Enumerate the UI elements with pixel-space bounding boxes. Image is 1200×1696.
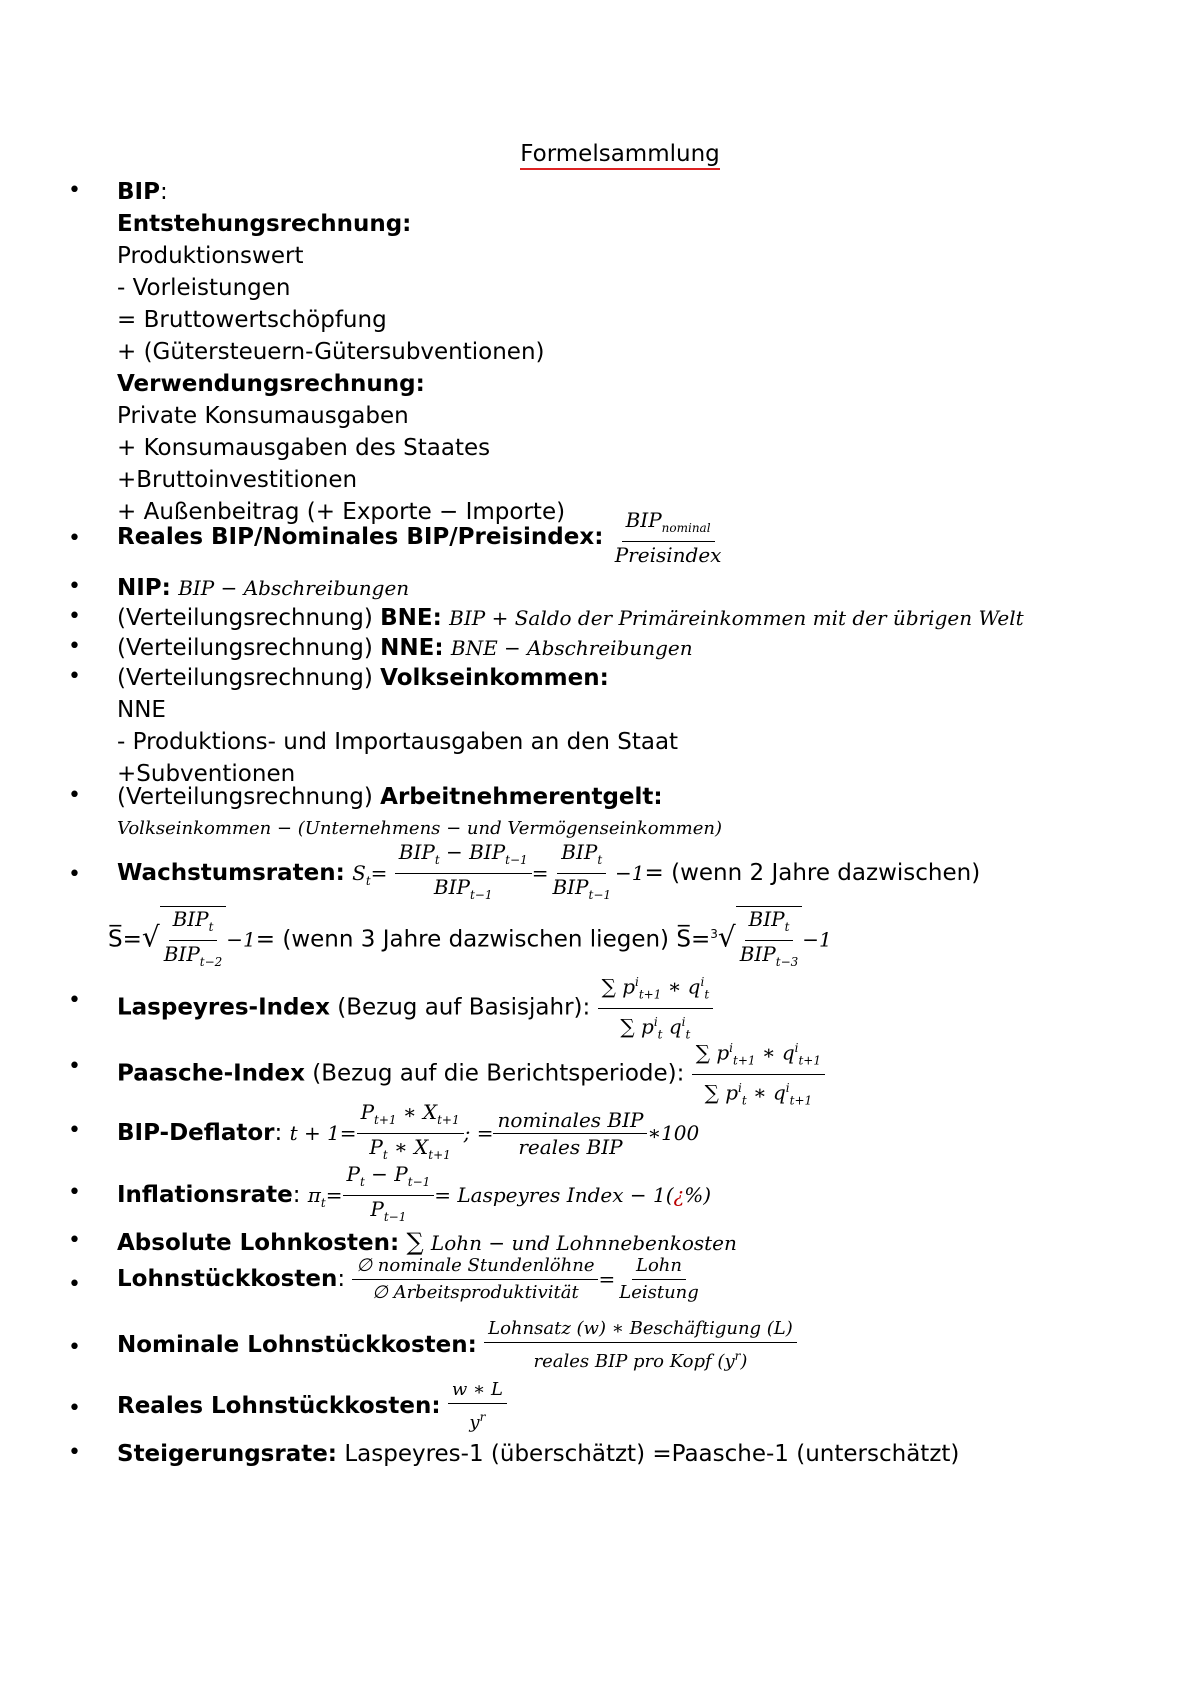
bullet: • bbox=[68, 178, 81, 203]
document-page: Formelsammlung • BIP: Entstehungsrechnung: Produktionswert - Vorleistungen = Bruttowertschöpfung + (Gütersteuern-Gütersubventionen) Verwendungsrechnung: Private Konsumausgaben + Konsumausgaben des Staates +Bruttoinvestitionen + Außenbeitrag (+ Exporte − Importe) • Reales BIP/Nominales BIP/Preisindex: $\frac{BIP_{nominal}}{\text{Preisindex}}$ • NIP: BIP − Abschreibungen • (Verteilungsrechnung) BNE: BIP + Saldo der Primäreinkommen mit der übrigen Welt • (Verteilungsrechnung) NNE: BNE − Abschreibungen • (Verteilungsrechnung) Volkseinkommen: NNE - Produktions- und Importausgaben an den Staat +Subventionen • (Verteilungsrechnung) Arbeitnehmerentgelt: Volkseinkommen − (Unternehmens − und Vermögenseinkommen) • Wachstumsraten: $S_t=$ $\frac{BIP_t - BIP_{t-1}}{BIP_{t-1}}$ = $\frac{BIP_t}{BIP_{t-1}}$ −1= (wenn 2 Jahre dazwischen) S̅=√ $\frac{BIP_t}{BIP_{t-2}}$ −1= (wenn 3 Jahre dazwischen liegen) S̅=$^3$√ $\frac{BIP_t}{BIP_{t-3}}$ −1 • Laspeyres-Index (Bezug auf Basisjahr): $\frac{\sum p^i_{t+1} ∗ q^i_t}{\sum p^i_t q^i_t}$ • Paasche-Index (Bezug auf die Berichtsperiode): $\frac{\sum p^i_{t+1} ∗ q^i_{t+1}}{\sum p^i_t ∗ q^i_{t+1}}$ • BIP-Deflator: t + 1= $\frac{P_{t+1} ∗ X_{t+1}}{P_t ∗ X_{t+1}}$ ; = $\frac{\text{nominales BIP}}{\text{reales BIP}}$ ∗100 • Inflationsrate: $\pi_t=$ $\frac{P_t - P_{t-1}}{P_{t-1}}$ = Laspeyres Index − 1(¿%) • Absolute Lohnkosten: ∑ Lohn − und Lohnnebenkosten • Lohnstückkosten: $\frac{\text{∅ nominale Stundenlöhne}}{\text{∅ Arbeitsproduktivität}}$ = $\frac{\text{Lohn}}{\text{Leistung}}$ • Nominale Lohnstückkosten: $\frac{\text{Lohnsatz (w) ∗ Beschäftigung (L)}}{reales BIP pro Kopf (y^r)}$ • Reales Lohnstückkosten: $\frac{w ∗ L}{y^r}$ • Steigerungsrate: Laspeyres-1 (überschätzt) =Paasche-1 (unterschätzt) bbox=[0, 0, 1200, 1696]
wachstumsraten-item: Wachstumsraten: $S_t=$ $\frac{BIP_t - BIP_{t-1}}{BIP_{t-1}}$ = $\frac{BIP_t}{BIP_{t-1}}$ −1= (wenn 2 Jahre dazwischen) bbox=[117, 840, 981, 902]
lohnstueckkosten-item: Lohnstückkosten: $\frac{\text{∅ nominale Stundenlöhne}}{\text{∅ Arbeitsproduktivität}}$ = $\frac{\text{Lohn}}{\text{Leistung}}$ bbox=[117, 1255, 699, 1303]
laspeyres-item: Laspeyres-Index (Bezug auf Basisjahr): $\frac{\sum p^i_{t+1} ∗ q^i_t}{\sum p^i_t q^i_t}$ bbox=[117, 970, 713, 1046]
page-title: Formelsammlung bbox=[0, 141, 1200, 167]
nne-item: (Verteilungsrechnung) NNE: BNE − Abschreibungen bbox=[117, 635, 693, 661]
paasche-item: Paasche-Index (Bezug auf die Berichtsperiode): $\frac{\sum p^i_{t+1} ∗ q^i_{t+1}}{\sum p^i_t ∗ q^i_{t+1}}$ bbox=[117, 1036, 825, 1112]
volkseinkommen-item: (Verteilungsrechnung) Volkseinkommen: NNE - Produktions- und Importausgaben an den Staat +Subventionen bbox=[117, 665, 679, 787]
bip-deflator-item: BIP-Deflator: t + 1= $\frac{P_{t+1} ∗ X_{t+1}}{P_t ∗ X_{t+1}}$ ; = $\frac{\text{nominales BIP}}{\text{reales BIP}}$ ∗100 bbox=[117, 1100, 700, 1162]
nominale-lohnstueckkosten-item: Nominale Lohnstückkosten: $\frac{\text{Lohnsatz (w) ∗ Beschäftigung (L)}}{reales BIP pro Kopf (y^r)}$ bbox=[117, 1317, 797, 1374]
steigerungsrate-item: Steigerungsrate: Laspeyres-1 (überschätzt) =Paasche-1 (unterschätzt) bbox=[117, 1441, 960, 1467]
wachstumsraten-item-2: S̅=√ $\frac{BIP_t}{BIP_{t-2}}$ −1= (wenn 3 Jahre dazwischen liegen) S̅=$^3$√ $\frac{BIP_t}{BIP_{t-3}}$ −1 bbox=[108, 906, 832, 974]
reales-bip-fraction: $\frac{BIP_{nominal}}{\text{Preisindex}}$ bbox=[614, 508, 722, 567]
reales-lohnstueckkosten-item: Reales Lohnstückkosten: $\frac{w ∗ L}{y^r}$ bbox=[117, 1378, 507, 1435]
bne-item: (Verteilungsrechnung) BNE: BIP + Saldo der Primäreinkommen mit der übrigen Welt bbox=[117, 605, 1024, 631]
reales-bip-item: Reales BIP/Nominales BIP/Preisindex: $\frac{BIP_{nominal}}{\text{Preisindex}}$ bbox=[117, 508, 725, 567]
arbeitnehmerentgelt-item: (Verteilungsrechnung) Arbeitnehmerentgelt: Volkseinkommen − (Unternehmens − und Vermögenseinkommen) bbox=[117, 784, 723, 839]
nip-item: NIP: BIP − Abschreibungen bbox=[117, 575, 410, 601]
inflationsrate-item: Inflationsrate: $\pi_t=$ $\frac{P_t - P_{t-1}}{P_{t-1}}$ = Laspeyres Index − 1(¿%) bbox=[117, 1162, 712, 1224]
bip-section: BIP: Entstehungsrechnung: Produktionswert - Vorleistungen = Bruttowertschöpfung + (Gütersteuern-Gütersubventionen) Verwendungsrechnung: Private Konsumausgaben + Konsumausgaben des Staates +Bruttoinvestitionen + Außenbeitrag (+ Exporte − Importe) bbox=[117, 179, 566, 525]
absolute-lohnkosten-item: Absolute Lohnkosten: ∑ Lohn − und Lohnnebenkosten bbox=[117, 1228, 737, 1256]
